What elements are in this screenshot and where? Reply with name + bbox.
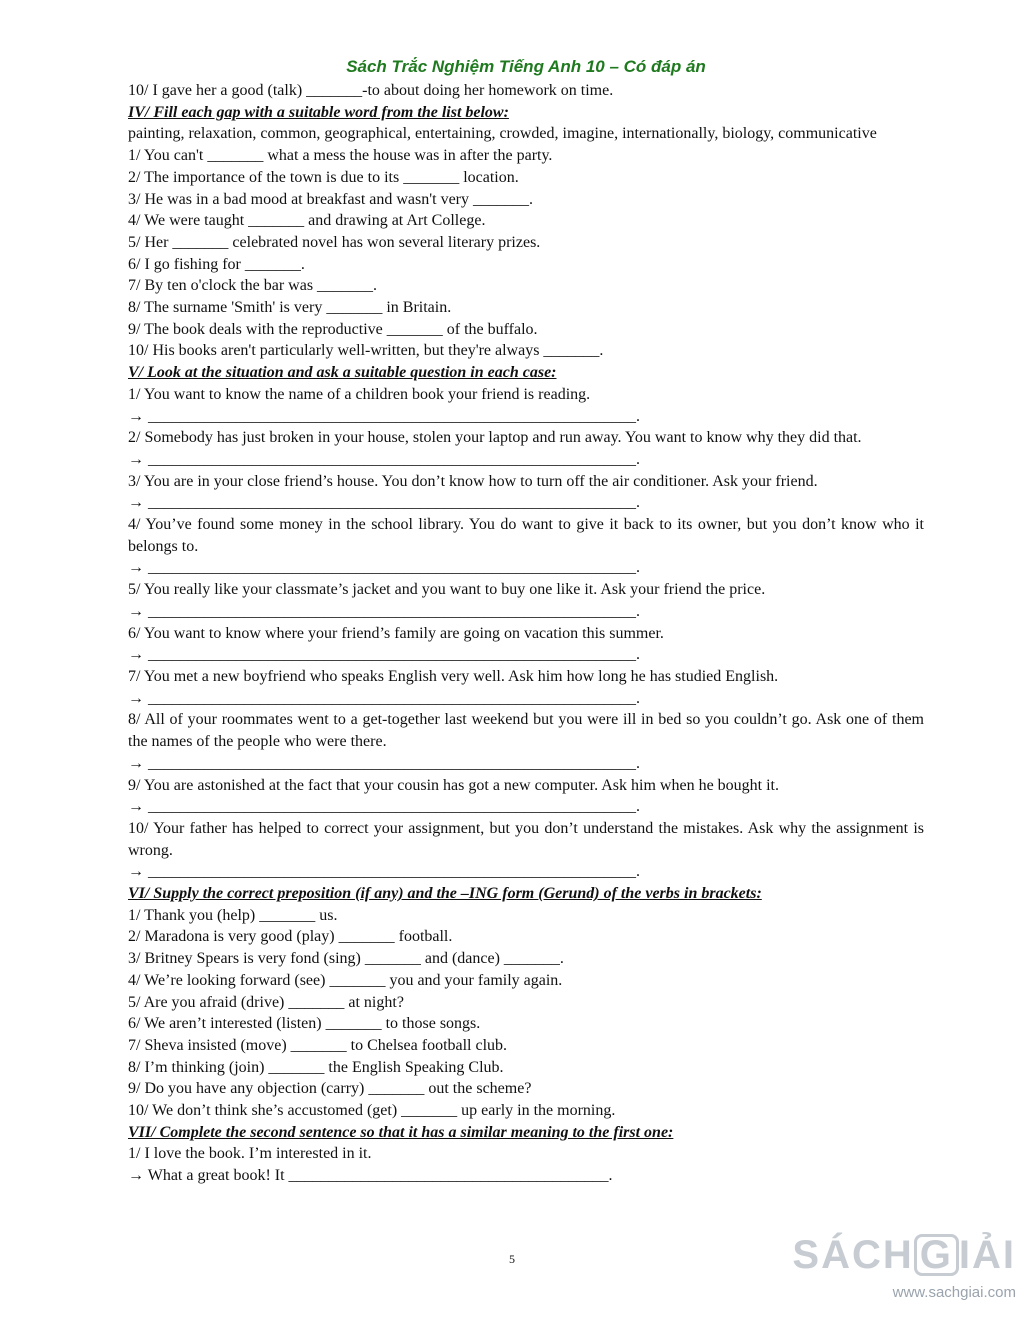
exercise-item: 9/ The book deals with the reproductive _______ of the buffalo. (128, 320, 538, 338)
exercise-item: 1/ Thank you (help) _______ us. (128, 906, 338, 924)
exercise-item: 4/ We were taught _______ and drawing at Art College. (128, 212, 486, 230)
answer-line: → _____________________________________________________________. (128, 863, 640, 881)
exercise-item: 7/ Sheva insisted (move) _______ to Chelsea football club. (128, 1036, 508, 1054)
answer-line: → _____________________________________________________________. (128, 559, 640, 577)
exercise-item: 1/ You can't _______ what a mess the house was in after the party. (128, 147, 553, 165)
exercise-item: 7/ By ten o'clock the bar was _______. (128, 277, 378, 295)
page-number: 5 (509, 1252, 515, 1266)
exercise-item: 3/ You are in your close friend’s house. You don’t know how to turn off the air conditioner. Ask your friend. (128, 472, 818, 490)
section-6-heading: VI/ Supply the correct preposition (if any) and the –ING form (Gerund) of the verbs in brackets: (128, 885, 762, 903)
answer-line: → _____________________________________________________________. (128, 494, 640, 512)
answer-line: → _____________________________________________________________. (128, 689, 640, 707)
exercise-item: 10/ His books aren't particularly well-written, but they're always _______. (128, 342, 604, 360)
section-5-items (128, 384, 924, 883)
answer-line: → _____________________________________________________________. (128, 798, 640, 816)
exercise-item: 4/ We’re looking forward (see) _______ you and your family again. (128, 971, 563, 989)
exercise-item: 8/ The surname 'Smith' is very _______ in Britain. (128, 299, 452, 317)
logo-text: SÁCH (792, 1233, 914, 1277)
exercise-item: 6/ I go fishing for _______. (128, 255, 305, 273)
exercise-item: 10/ We don’t think she’s accustomed (get) _______ up early in the morning. (128, 1102, 616, 1120)
answer-line: → _____________________________________________________________. (128, 602, 640, 620)
exercise-item: 2/ The importance of the town is due to its _______ location. (128, 168, 519, 186)
answer-line: → _____________________________________________________________. (128, 754, 640, 772)
exercise-item: 5/ You really like your classmate’s jacket and you want to buy one like it. Ask your friend the price. (128, 581, 766, 599)
section-6-items (128, 905, 924, 1122)
section-7-heading: VII/ Complete the second sentence so that it has a similar meaning to the first one: (128, 1123, 674, 1141)
section-5-heading: V/ Look at the situation and ask a suitable question in each case: (128, 364, 557, 382)
watermark (792, 1232, 1016, 1301)
exercise-item: 1/ I love the book. I’m interested in it. (128, 1145, 372, 1163)
section-4-items (128, 145, 924, 362)
exercise-item: 9/ You are astonished at the fact that your cousin has got a new computer. Ask him when he bought it. (128, 776, 779, 794)
exercise-item: 5/ Are you afraid (drive) _______ at night? (128, 993, 404, 1011)
answer-line: → What a great book! It ________________________________________. (128, 1167, 613, 1185)
exercise-item: 2/ Somebody has just broken in your house, stolen your laptop and run away. You want to know why they did that. (128, 429, 862, 447)
exercise-item: 5/ Her _______ celebrated novel has won several literary prizes. (128, 233, 541, 251)
exercise-item: 3/ Britney Spears is very fond (sing) _______ and (dance) _______. (128, 950, 564, 968)
answer-line: → _____________________________________________________________. (128, 646, 640, 664)
logo-text: IẢI (958, 1233, 1016, 1277)
document-page (128, 54, 924, 1187)
exercise-item: 2/ Maradona is very good (play) _______ football. (128, 928, 453, 946)
exercise-item: 6/ You want to know where your friend’s family are going on vacation this summer. (128, 624, 664, 642)
exercise-item: 4/ You’ve found some money in the school library. You do want to give it back to its owner, but you don’t know who it belongs to. (128, 516, 924, 555)
logo-g-mark: G (914, 1234, 959, 1276)
exercise-item: 3/ He was in a bad mood at breakfast and wasn't very _______. (128, 190, 533, 208)
exercise-item: 8/ I’m thinking (join) _______ the English Speaking Club. (128, 1058, 504, 1076)
exercise-item: 6/ We aren’t interested (listen) _______ to those songs. (128, 1015, 481, 1033)
exercise-item: 1/ You want to know the name of a children book your friend is reading. (128, 385, 591, 403)
document-header: Sách Trắc Nghiệm Tiếng Anh 10 – Có đáp án (346, 57, 706, 76)
exercise-item: 7/ You met a new boyfriend who speaks English very well. Ask him how long he has studied English. (128, 667, 779, 685)
word-list: painting, relaxation, common, geographical, entertaining, crowded, imagine, internationally, biology, communicative (128, 125, 877, 143)
exercise-item: 8/ All of your roommates went to a get-together last weekend but you were ill in bed so you couldn’t go. Ask one of them the names of the people who were there. (128, 711, 924, 751)
answer-line: → _____________________________________________________________. (128, 407, 640, 425)
answer-line: → _____________________________________________________________. (128, 450, 640, 468)
exercise-item: 10/ I gave her a good (talk) _______-to about doing her homework on time. (128, 82, 614, 99)
watermark-url: www.sachgiai.com (892, 1284, 1016, 1301)
exercise-item: 10/ Your father has helped to correct your assignment, but you don’t understand the mistakes. Ask why the assignment is wrong. (128, 819, 924, 859)
exercise-item: 9/ Do you have any objection (carry) _______ out the scheme? (128, 1080, 532, 1098)
section-4-heading: IV/ Fill each gap with a suitable word from the list below: (128, 103, 509, 121)
watermark-logo (792, 1232, 1016, 1278)
